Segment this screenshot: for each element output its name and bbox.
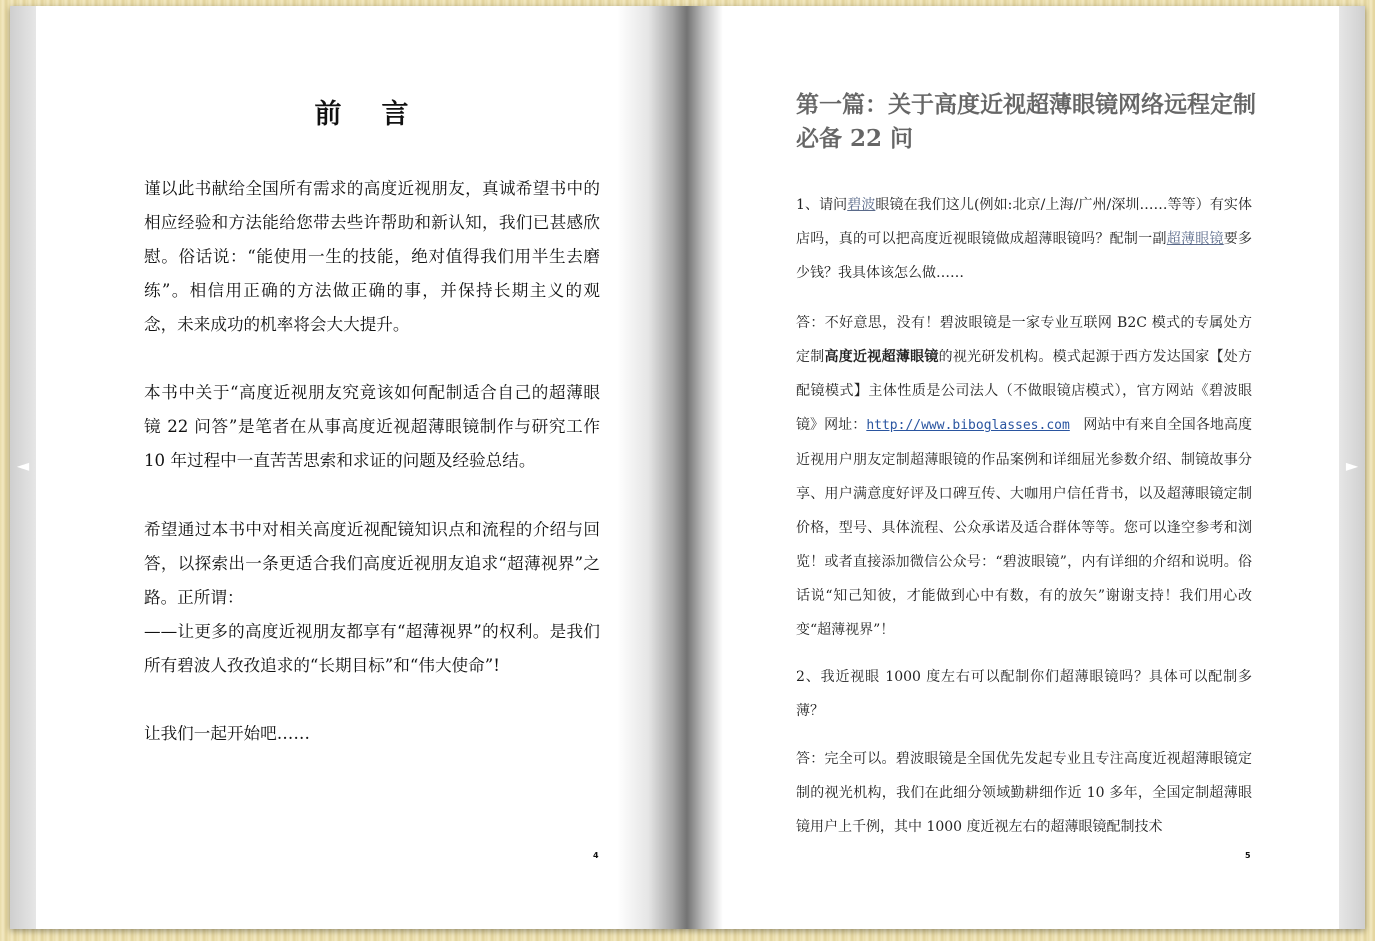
ultra-thin-glasses-link[interactable]: 超薄眼镜 (1166, 231, 1224, 247)
answer-1-prefix: 答：不好意思，没有！碧波眼镜是一家专业互联网 B2C 模式的专属处方定制 (796, 315, 1252, 365)
next-page-arrow-icon[interactable]: ► (1345, 456, 1359, 475)
answer-2: 答：完全可以。碧波眼镜是全国优先发起专业且专注高度近视超薄眼镜定制的视光机构，我们在此细分领域勤耕细作近 10 多年，全国定制超薄眼镜用户上千例，其中 1000 度近视左右的超薄眼镜配制技术 (796, 751, 1252, 835)
answer-1 (796, 306, 1252, 647)
bibo-link[interactable]: 碧波 (847, 197, 876, 213)
left-page (36, 6, 687, 929)
question-1 (796, 188, 1252, 290)
answer-1-bold: 高度近视超薄眼镜 (824, 349, 939, 365)
question-1-suffix: 要多少钱？我具体该怎么做…… (796, 231, 1253, 281)
prev-page-strip[interactable] (10, 6, 36, 929)
spine-shadow-right (687, 6, 723, 929)
spine-shadow-left (617, 6, 687, 929)
answer-1-suffix: 网站中有来自全国各地高度近视用户朋友定制超薄眼镜的作品案例和详细屈光参数介绍、制镜故事分享、用户满意度好评及口碑互传、大咖用户信任背书，以及超薄眼镜定制价格，型号、具体流程、公众承诺及适合群体等等。您可以逢空参考和浏览！或者直接添加微信公众号：“碧波眼镜”，内有详细的介绍和说明。俗话说“知己知彼，才能做到心中有数，有的放矢”谢谢支持！我们用心改变“超薄视界”！ (796, 417, 1253, 638)
preface-paragraph-3: 希望通过本书中对相关高度近视配镜知识点和流程的介绍与回答，以探索出一条更适合我们高度近视朋友追求“超薄视界”之路。正所谓： ——让更多的高度近视朋友都享有“超薄视界”的权利。是我们所有碧波人孜孜追求的“长期目标”和“伟大使命”! (144, 520, 600, 675)
chapter-title: 第一篇：关于高度近视超薄眼镜网络远程定制必备 22 问 (796, 91, 1256, 152)
preface-paragraph-2: 本书中关于“高度近视朋友究竟该如何配制适合自己的超薄眼镜 22 问答”是笔者在从事高度近视超薄眼镜制作与研究工作 10 年过程中一直苦苦思索和求证的问题及经验总结。 (144, 383, 600, 470)
question-2: 2、我近视眼 1000 度左右可以配制你们超薄眼镜吗？具体可以配制多薄？ (796, 669, 1252, 719)
answer-1-body: 的视光研发机构。模式起源于西方发达国家【处方配镜模式】主体性质是公司法人（不做眼镜店模式），官方网站《碧波眼镜》网址： (796, 349, 1253, 433)
question-1-prefix: 1、请问 (796, 197, 848, 213)
right-page-number: 5 (1245, 851, 1251, 860)
title-char-1: 前 (314, 99, 342, 130)
right-page (687, 6, 1339, 929)
left-page-title (36, 92, 687, 131)
prev-page-arrow-icon[interactable]: ◄ (16, 456, 30, 475)
book-viewer (10, 6, 1365, 929)
left-page-number: 4 (593, 851, 599, 860)
preface-paragraph-4: 让我们一起开始吧…… (144, 724, 310, 743)
title-char-2: 言 (381, 99, 409, 130)
website-url-link[interactable]: http://www.biboglasses.com (866, 418, 1070, 433)
preface-paragraph-1: 谨以此书献给全国所有需求的高度近视朋友，真诚希望书中的相应经验和方法能给您带去些许帮助和新认知，我们已甚感欣慰。俗话说：“能使用一生的技能，绝对值得我们用半生去磨练”。相信用正确的方法做正确的事，并保持长期主义的观念，未来成功的机率将会大大提升。 (144, 179, 600, 334)
next-page-strip[interactable] (1339, 6, 1365, 929)
question-1-body: 眼镜在我们这儿(例如:北京/上海/广州/深圳……等等）有实体店吗，真的可以把高度近视眼镜做成超薄眼镜吗？配制一副 (796, 197, 1252, 247)
